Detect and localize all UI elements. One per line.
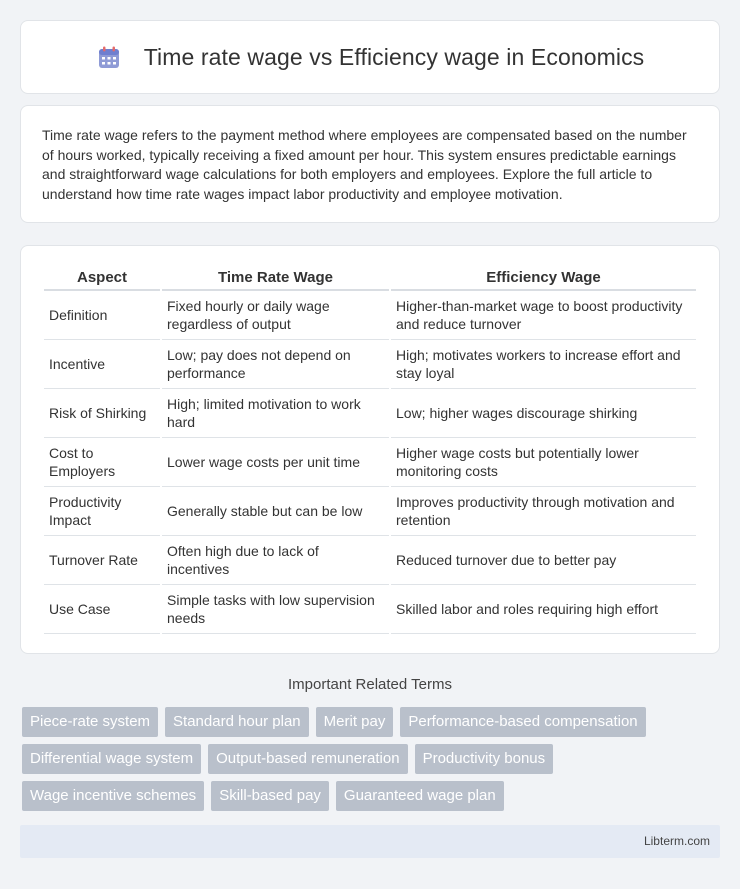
efficiency-cell: High; motivates workers to increase effort and stay loyal [391,340,696,389]
related-term-tag[interactable]: Wage incentive schemes [22,781,204,811]
related-term-tag[interactable]: Standard hour plan [165,707,309,737]
intro-card [20,105,720,223]
column-header: Efficiency Wage [391,266,696,291]
aspect-cell: Incentive [44,340,160,389]
related-term-tag[interactable]: Output-based remuneration [208,744,407,774]
column-header: Aspect [44,266,160,291]
related-term-tag[interactable]: Skill-based pay [211,781,329,811]
efficiency-cell: Low; higher wages discourage shirking [391,389,696,438]
comparison-table [42,266,698,634]
footer [20,825,720,858]
header-card [20,20,720,94]
table-header-row [44,266,696,291]
efficiency-cell: Improves productivity through motivation and retention [391,487,696,536]
related-terms-title: Important Related Terms [288,676,452,693]
intro-text: Time rate wage refers to the payment method where employees are compensated based on the number of hours worked, typically receiving a fixed amount per hour. This system ensures predictable earnings and straightforward wage calculations for both employers and employees. Explore the full article to understand how time rate wages impact labor productivity and employee motivation. [42,127,687,202]
time-rate-cell: Low; pay does not depend on performance [162,340,389,389]
related-term-tag[interactable]: Differential wage system [22,744,201,774]
time-rate-cell: Generally stable but can be low [162,487,389,536]
related-term-tag[interactable]: Merit pay [316,707,394,737]
efficiency-cell: Higher wage costs but potentially lower monitoring costs [391,438,696,487]
related-term-tag[interactable]: Performance-based compensation [400,707,645,737]
column-header: Time Rate Wage [162,266,389,291]
aspect-cell: Use Case [44,585,160,634]
footer-site-link[interactable]: Libterm.com [643,834,710,848]
table-row [44,438,696,487]
page-title: Time rate wage vs Efficiency wage in Economics [143,43,645,70]
time-rate-cell: Often high due to lack of incentives [162,536,389,585]
calendar-icon [96,45,122,71]
table-row [44,536,696,585]
time-rate-cell: Fixed hourly or daily wage regardless of output [162,291,389,340]
time-rate-cell: Lower wage costs per unit time [162,438,389,487]
table-row [44,340,696,389]
aspect-cell: Definition [44,291,160,340]
table-row [44,389,696,438]
aspect-cell: Turnover Rate [44,536,160,585]
efficiency-cell: Reduced turnover due to better pay [391,536,696,585]
efficiency-cell: Higher-than-market wage to boost productivity and reduce turnover [391,291,696,340]
aspect-cell: Productivity Impact [44,487,160,536]
related-term-tag[interactable]: Piece-rate system [22,707,158,737]
aspect-cell: Risk of Shirking [44,389,160,438]
related-term-tag[interactable]: Guaranteed wage plan [336,781,504,811]
table-row [44,487,696,536]
aspect-cell: Cost to Employers [44,438,160,487]
related-term-tag[interactable]: Productivity bonus [415,744,554,774]
table-row [44,291,696,340]
comparison-table-card [20,245,720,654]
efficiency-cell: Skilled labor and roles requiring high effort [391,585,696,634]
related-terms-list [22,707,722,811]
table-row [44,585,696,634]
time-rate-cell: High; limited motivation to work hard [162,389,389,438]
time-rate-cell: Simple tasks with low supervision needs [162,585,389,634]
